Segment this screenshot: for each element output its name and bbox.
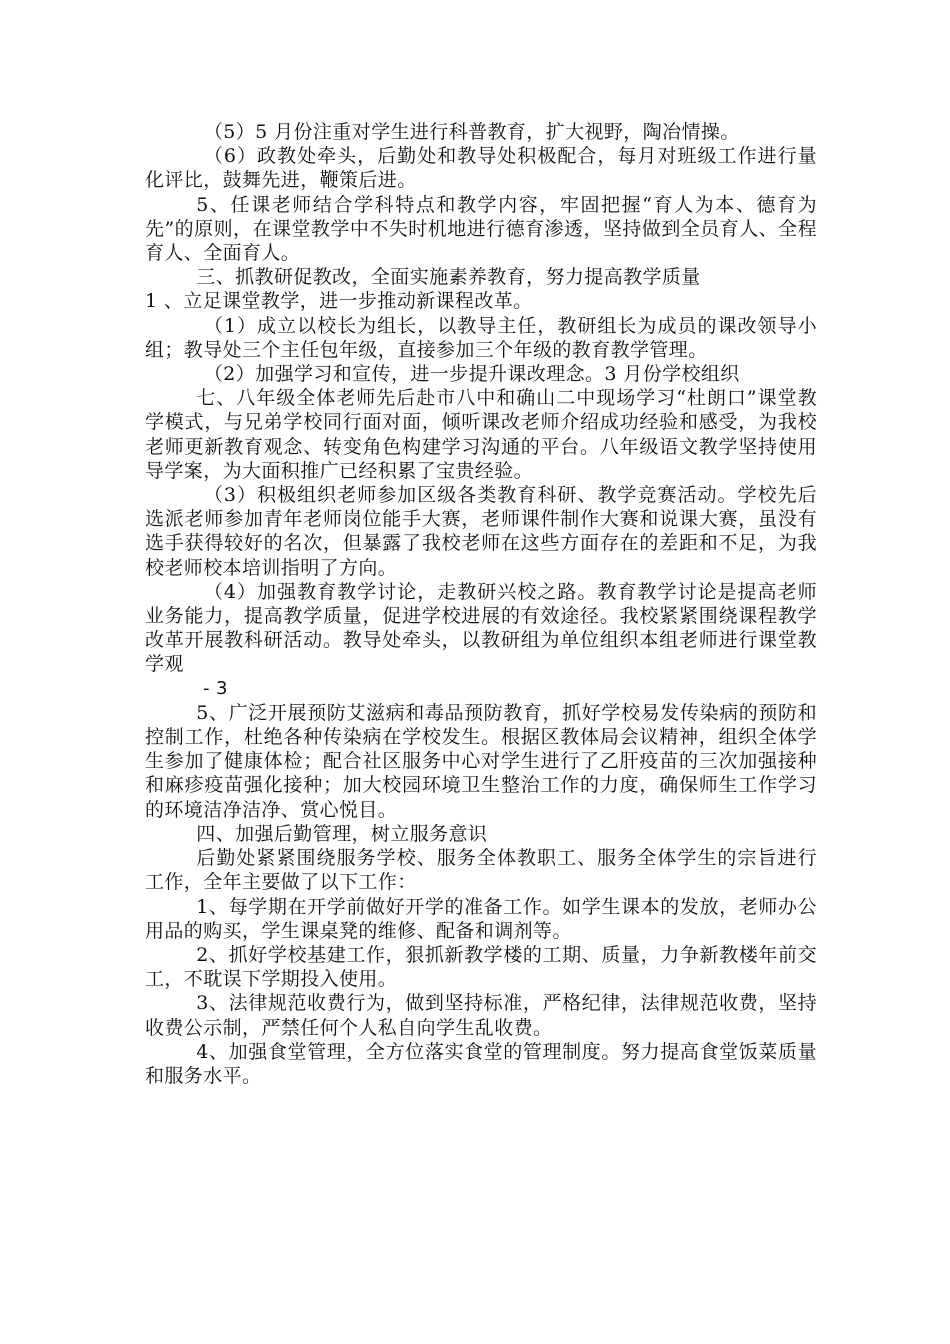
paragraph-fees: 3、法律规范收费行为，做到坚持标准，严格纪律，法律规范收费，坚持收费公示制，严禁任何个人私自向学生乱收费。 xyxy=(145,992,817,1039)
page-number: - 3 xyxy=(203,677,228,699)
section-heading-logistics: 四、加强后勤管理，树立服务意识 xyxy=(196,822,488,845)
paragraph-moral-education: 5、任课老师结合学科特点和教学内容，牢固把握“育人为本、德育为先”的原则，在课堂教学中不失时机地进行德育渗透，坚持做到全员育人、全程育人、全面育人。 xyxy=(145,193,817,265)
paragraph-semester-preparation: 1、每学期在开学前做好开学的准备工作。如学生课本的发放，老师办公用品的购买，学生课桌凳的维修、配备和调剂等。 xyxy=(145,895,817,942)
paragraph-science-education: （5）5 月份注重对学生进行科普教育，扩大视野，陶冶情操。 xyxy=(203,121,740,143)
paragraph-competitions: （3）积极组织老师参加区级各类教育科研、教学竞赛活动。学校先后选派老师参加青年老师岗位能手大赛，老师课件制作大赛和说课大赛，虽没有选手获得较好的名次，但暴露了我校老师在这些方面存在的差距和不足，为我校老师校本培训指明了方向。 xyxy=(145,484,817,579)
paragraph-teaching-discussion: （4）加强教育教学讨论，走教研兴校之路。教育教学讨论是提高老师业务能力，提高教学质量，促进学校进展的有效途径。我校紧紧围绕课程教学改革开展教科研活动。教导处牵头，以教研组为单位组织本组老师进行课堂教学观 xyxy=(145,580,817,676)
paragraph-construction: 2、抓好学校基建工作，狠抓新教学楼的工期、质量，力争新教楼年前交工，不耽误下学期投入使用。 xyxy=(145,943,817,991)
subheading-classroom-teaching: 1 、立足课堂教学，进一步推动新课程改革。 xyxy=(145,290,533,313)
document-page xyxy=(145,120,817,1088)
paragraph-site-visit: 七、八年级全体老师先后赴市八中和确山二中现场学习“杜朗口”课堂教学模式，与兄弟学校同行面对面，倾听课改老师介绍成功经验和感受，为我校老师更新教育观念、转变角色构建学习沟通的平台。八年级语文教学坚持使用导学案，为大面积推广已经积累了宝贵经验。 xyxy=(145,387,817,482)
section-heading-teaching-research: 三、抓教研促教改，全面实施素养教育，努力提高教学质量 xyxy=(196,266,701,289)
paragraph-logistics-intro: 后勤处紧紧围绕服务学校、服务全体教职工、服务全体学生的宗旨进行工作，全年主要做了以下工作： xyxy=(145,847,817,894)
paragraph-disease-prevention: 5、广泛开展预防艾滋病和毒品预防教育，抓好学校易发传染病的预防和控制工作，杜绝各种传染病在学校发生。根据区教体局会议精神，组织全体学生参加了健康体检；配合社区服务中心对学生进行了乙肝疫苗的三次加强接种和麻疹疫苗强化接种；加大校园环境卫生整治工作的力度，确保师生工作学习的环境洁净洁净、赏心悦目。 xyxy=(145,701,817,821)
paragraph-study-promotion: （2）加强学习和宣传，进一步提升课改理念。3 月份学校组织 xyxy=(203,363,740,386)
paragraph-class-evaluation: （6）政教处牵头，后勤处和教导处积极配合，每月对班级工作进行量化评比，鼓舞先进，鞭策后进。 xyxy=(145,145,817,192)
paragraph-reform-group: （1）成立以校长为组长，以教导主任，教研组长为成员的课改领导小组；教导处三个主任包年级，直接参加三个年级的教育教学管理。 xyxy=(145,314,817,361)
paragraph-canteen: 4、加强食堂管理，全方位落实食堂的管理制度。努力提高食堂饭菜质量和服务水平。 xyxy=(145,1040,817,1087)
